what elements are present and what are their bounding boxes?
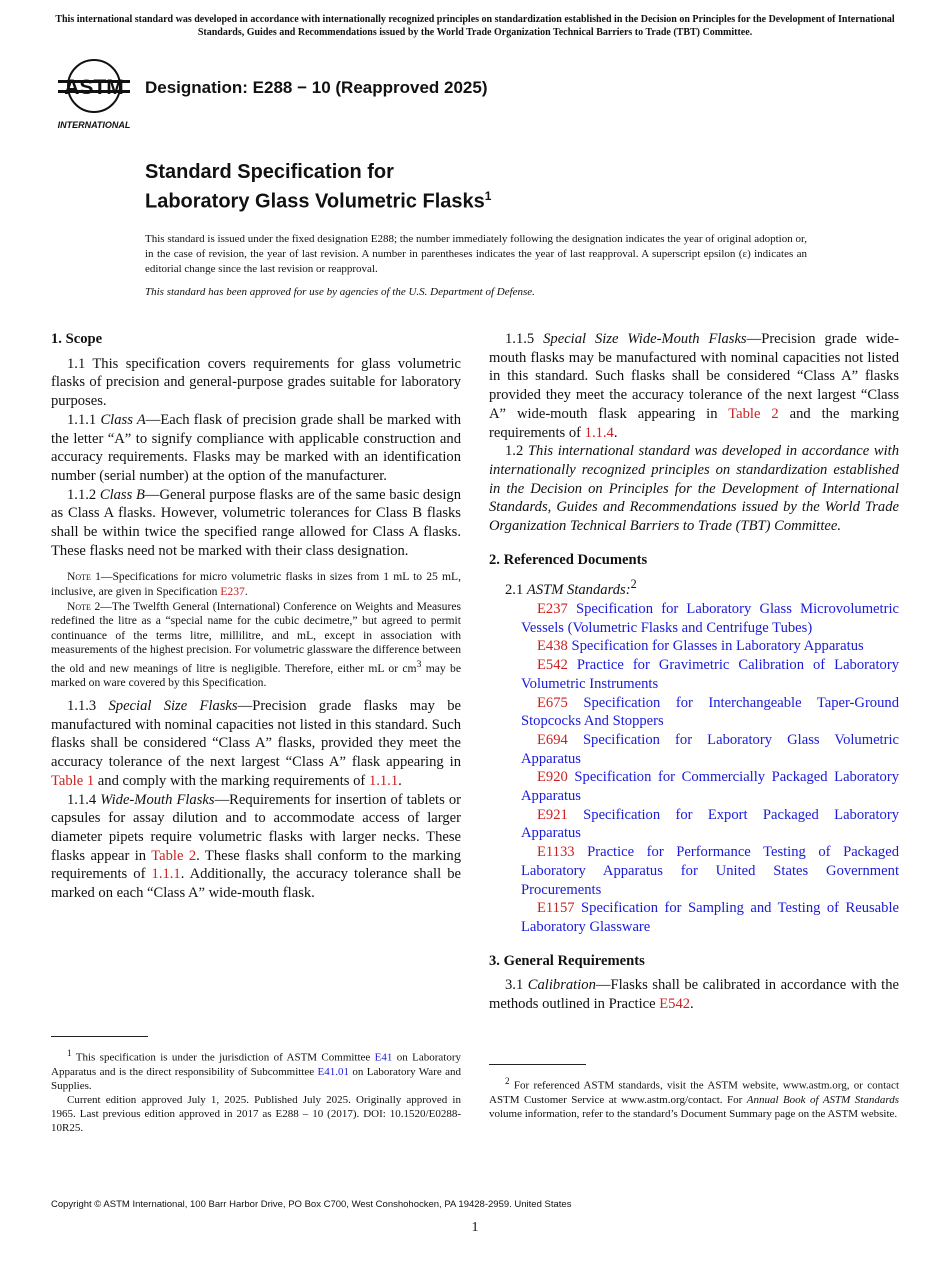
title-footnote-marker: 1: [484, 189, 492, 203]
note-1: Note 1—Specifications for micro volumetric flasks in sizes from 1 mL to 25 mL, inclusive, are given in Specification E237.: [51, 570, 461, 599]
paragraph-1-1-3: 1.1.3 Special Size Flasks—Precision grade flasks may be manufactured with nominal capacities not listed in this standard. Such flasks shall be considered “Class A” flasks, provided they meet the accuracy tolerance of the next largest “Class A” flask appearing in Table 1 and comply with the marking requirements of 1.1.1.: [51, 698, 461, 789]
issuance-statement: This standard is issued under the fixed designation E288; the number immediately following the designation indicates the year of original adoption or, in the case of revision, the year of last revision. A number in parentheses indicates the year of last reapproval. A superscript epsilon (ε) indicates an editorial change since the last revision or reapproval.: [145, 233, 807, 275]
paragraph-3-1: 3.1 Calibration—Flasks shall be calibrated in accordance with the methods outlined in Practice E542.: [489, 977, 899, 1013]
link-e237[interactable]: E237: [220, 585, 245, 599]
paragraph-1-1-1: 1.1.1 Class A—Each flask of precision grade shall be marked with the letter “A” to signify compliance with applicable construction and accuracy requirements. Flasks may be marked with an identification number (serial number) at the option of the manufacturer.: [51, 411, 461, 484]
link-e542[interactable]: E542: [659, 996, 691, 1013]
reference-code[interactable]: E237: [537, 601, 568, 617]
reference-title[interactable]: Practice for Gravimetric Calibration of Laboratory Volumetric Instruments: [521, 657, 900, 692]
reference-item[interactable]: [489, 768, 899, 805]
reference-title[interactable]: Specification for Glasses in Laboratory Apparatus: [571, 638, 864, 655]
reference-title[interactable]: Practice for Performance Testing of Packaged Laboratory Apparatus for United States Government Procurements: [521, 844, 899, 898]
reference-title[interactable]: Specification for Commercially Packaged Laboratory Apparatus: [521, 769, 899, 805]
paragraph-1-1: 1.1 This specification covers requirements for glass volumetric flasks of precision and general-purpose grades suitable for laboratory purposes.: [51, 355, 461, 410]
designation: Designation: E288 − 10 (Reapproved 2025): [145, 78, 488, 97]
svg-text:INTERNATIONAL: INTERNATIONAL: [57, 120, 131, 130]
document-title: [145, 160, 491, 214]
link-table-2[interactable]: Table 2: [728, 405, 779, 422]
page-number: 1: [471, 1220, 479, 1235]
reference-code[interactable]: E1133: [537, 844, 575, 861]
reference-item[interactable]: [489, 806, 899, 843]
link-table-2[interactable]: Table 2: [151, 847, 197, 864]
reference-title[interactable]: Specification for Laboratory Glass Microvolumetric Vessels (Volumetric Flasks and Centrifuge Tubes): [521, 601, 899, 636]
reference-item[interactable]: [489, 731, 899, 768]
paragraph-2-1: 2.1 ASTM Standards:$^2$: [505, 577, 637, 599]
reference-code[interactable]: E694: [537, 731, 568, 748]
footnote-divider: [51, 1036, 148, 1037]
section-heading-scope: 1. Scope: [51, 331, 103, 347]
title-line-1: Standard Specification for: [145, 161, 394, 183]
footnote-2: $^2$ For referenced ASTM standards, visit the ASTM website, www.astm.org, or contact ASTM Customer Service at www.astm.org/contact. For Annual Book of ASTM Standards volume information, refer to the standard’s Document Summary page on the ASTM website.: [489, 1076, 899, 1120]
astm-logo: [52, 56, 136, 132]
link-1-1-4[interactable]: 1.1.4: [584, 424, 614, 441]
link-e41-01[interactable]: E41.01: [317, 1065, 349, 1078]
svg-text:ASTM: ASTM: [64, 76, 124, 99]
link-1-1-1[interactable]: 1.1.1: [151, 866, 181, 883]
reference-code[interactable]: E921: [537, 806, 568, 823]
footnote-1: $^1$ This specification is under the jurisdiction of ASTM Committee E41 on Laboratory Apparatus and is the direct responsibility of Subcommittee E41.01 on Laboratory Ware and Supplies. Current edition approved July 1, 2025. Published July 2025. Originally approved in 1965. Last previous edition approved in 2017 as E288 – 10 (2017). DOI: 10.1520/E0288-10R25.: [51, 1048, 461, 1134]
note-2: Note 2—The Twelfth General (International) Conference on Weights and Measures redefined the litre as a “special name for the cubic decimetre,” but agreed to permit continuance of the terms litre, millilitre, and mL, except in association with measurements of the highest precision. For volumetric glassware the difference between the old and new meanings of litre is negligible. Therefore, either mL or $cm^3$ may be marked on ware covered by this Specification.: [51, 599, 461, 690]
reference-item[interactable]: [489, 899, 899, 936]
link-1-1-1[interactable]: 1.1.1: [368, 772, 399, 789]
reference-item[interactable]: [489, 656, 899, 693]
paragraph-1-1-4: 1.1.4 Wide-Mouth Flasks—Requirements for insertion of tablets or capsules for assay dilution and to accommodate access of larger diameter pipets require volumetric flasks with larger necks. These flasks appear in Table 2. These flasks shall conform to the marking requirements of 1.1.1. Additionally, the accuracy tolerance shall be marked on each “Class A” wide-mouth flask.: [51, 791, 462, 902]
reference-title[interactable]: Specification for Interchangeable Taper-Ground Stopcocks And Stoppers: [521, 694, 899, 730]
section-heading-general-requirements: 3. General Requirements: [489, 952, 645, 969]
left-column: [51, 330, 461, 903]
section-heading-referenced-documents: 2. Referenced Documents: [489, 551, 648, 568]
link-e41[interactable]: E41: [374, 1051, 393, 1064]
right-column: [489, 330, 899, 1014]
reference-title[interactable]: Specification for Export Packaged Laboratory Apparatus: [521, 806, 899, 842]
paragraph-1-1-2: 1.1.2 Class B—General purpose flasks are of the same basic design as Class A flasks. However, volumetric tolerances for Class B flasks shall be within twice the specified range allowed for Class A flasks. These flasks need not be marked with their class designation.: [51, 486, 461, 559]
reference-code[interactable]: E542: [537, 657, 568, 674]
reference-code[interactable]: E438: [537, 638, 568, 655]
copyright-notice: Copyright © ASTM International, 100 Barr Harbor Drive, PO Box C700, West Conshohocken, PA 19428-2959. United States: [51, 1199, 572, 1210]
referenced-standards-list: [489, 600, 899, 937]
paragraph-1-2: 1.2 This international standard was developed in accordance with internationally recognized principles on standardization established in the Decision on Principles for the Development of International Standards, Guides and Recommendations issued by the World Trade Organization Technical Barriers to Trade (TBT) Committee.: [489, 443, 900, 535]
reference-title[interactable]: Specification for Sampling and Testing of Reusable Laboratory Glassware: [521, 900, 899, 935]
reference-item[interactable]: [489, 637, 899, 656]
international-standard-notice: This international standard was developed in accordance with internationally recognized principles on standardization established in the Decision on Principles for the Development of International Standards, Guides and Recommendations issued by the World Trade Organization Technical Barriers to Trade (TBT) Committee.: [55, 14, 895, 38]
dod-approval-statement: This standard has been approved for use by agencies of the U.S. Department of Defense.: [145, 286, 535, 298]
title-line-2: Laboratory Glass Volumetric Flasks: [145, 190, 485, 213]
reference-code[interactable]: E1157: [537, 900, 575, 917]
reference-item[interactable]: [489, 600, 899, 637]
reference-item[interactable]: [489, 694, 899, 731]
reference-title[interactable]: Specification for Laboratory Glass Volumetric Apparatus: [521, 731, 899, 767]
reference-item[interactable]: [489, 843, 899, 899]
link-table-1[interactable]: Table 1: [51, 772, 95, 789]
footnote-divider: [489, 1064, 586, 1065]
reference-code[interactable]: E920: [537, 769, 568, 786]
paragraph-1-1-5: 1.1.5 Special Size Wide-Mouth Flasks—Precision grade wide-mouth flasks may be manufactured with nominal capacities not listed in this standard. Such flasks shall be considered “Class A” flasks provided they meet the accuracy tolerance of the next largest “Class A” wide-mouth flask appearing in Table 2 and the marking requirements of 1.1.4.: [489, 331, 900, 441]
reference-code[interactable]: E675: [537, 694, 568, 711]
